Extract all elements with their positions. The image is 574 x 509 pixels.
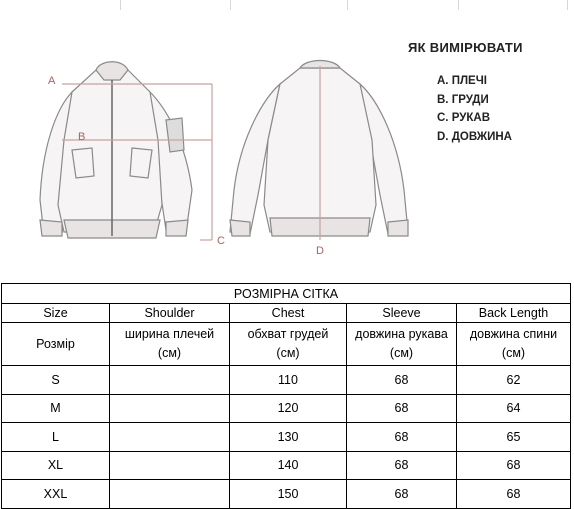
cell-sleeve: 68	[347, 451, 457, 480]
cell-shoulder	[110, 394, 230, 423]
cell-sleeve: 68	[347, 394, 457, 423]
jacket-back-drawing	[230, 61, 408, 237]
subheader-back-unit: (см)	[501, 346, 526, 360]
header-shoulder: Shoulder	[110, 304, 230, 323]
subheader-shoulder-unit: (см)	[157, 346, 182, 360]
cell-chest: 130	[230, 423, 347, 452]
legend-item-shoulders: A. ПЛЕЧІ	[437, 75, 487, 87]
subheader-sleeve-text: довжина рукава	[355, 327, 448, 341]
subheader-chest	[230, 323, 347, 366]
subheader-shoulder-text: ширина плечей	[124, 327, 215, 341]
jacket-front-drawing	[40, 62, 192, 238]
table-header-row	[2, 304, 571, 323]
subheader-size: Розмір	[2, 323, 110, 366]
cell-shoulder	[110, 366, 230, 395]
subheader-back-text: довжина спини	[469, 327, 558, 341]
cell-chest: 140	[230, 451, 347, 480]
table-row	[2, 423, 571, 452]
subheader-sleeve-unit: (см)	[389, 346, 414, 360]
measurement-legend	[437, 72, 512, 146]
legend-item-chest: B. ГРУДИ	[437, 93, 489, 106]
cell-shoulder	[110, 423, 230, 452]
marker-d: D	[316, 245, 324, 257]
marker-c: C	[217, 235, 225, 247]
cell-chest: 110	[230, 366, 347, 395]
table-row	[2, 394, 571, 423]
subheader-shoulder	[110, 323, 230, 366]
table-row	[2, 451, 571, 480]
header-size: Size	[2, 304, 110, 323]
cell-back: 65	[457, 423, 571, 452]
subheader-back	[457, 323, 571, 366]
table-subheader-row	[2, 323, 571, 366]
cell-back: 68	[457, 480, 571, 509]
cell-back: 64	[457, 394, 571, 423]
legend-item-sleeve: C. РУКАВ	[437, 112, 490, 124]
table-row	[2, 366, 571, 395]
size-chart-table	[1, 283, 571, 509]
cell-sleeve: 68	[347, 423, 457, 452]
legend-item-length: D. ДОВЖИНА	[437, 130, 512, 143]
cell-chest: 150	[230, 480, 347, 509]
table-row	[2, 480, 571, 509]
marker-b: B	[78, 131, 86, 143]
cell-shoulder	[110, 480, 230, 509]
cell-size: S	[2, 366, 110, 395]
cell-size: M	[2, 394, 110, 423]
cell-back: 68	[457, 451, 571, 480]
cell-size: XXL	[2, 480, 110, 509]
marker-a: A	[48, 75, 56, 87]
cell-back: 62	[457, 366, 571, 395]
header-chest: Chest	[230, 304, 347, 323]
header-back-length: Back Length	[457, 304, 571, 323]
cell-shoulder	[110, 451, 230, 480]
cell-sleeve: 68	[347, 480, 457, 509]
cell-sleeve: 68	[347, 366, 457, 395]
header-sleeve: Sleeve	[347, 304, 457, 323]
size-chart-title: РОЗМІРНА СІТКА	[2, 284, 571, 304]
subheader-chest-text: обхват грудей	[247, 327, 329, 341]
subheader-sleeve	[347, 323, 457, 366]
cell-size: XL	[2, 451, 110, 480]
subheader-chest-unit: (см)	[276, 346, 300, 360]
how-to-measure-title: ЯК ВИМІРЮВАТИ	[408, 40, 523, 55]
cell-size: L	[2, 423, 110, 452]
cell-chest: 120	[230, 394, 347, 423]
